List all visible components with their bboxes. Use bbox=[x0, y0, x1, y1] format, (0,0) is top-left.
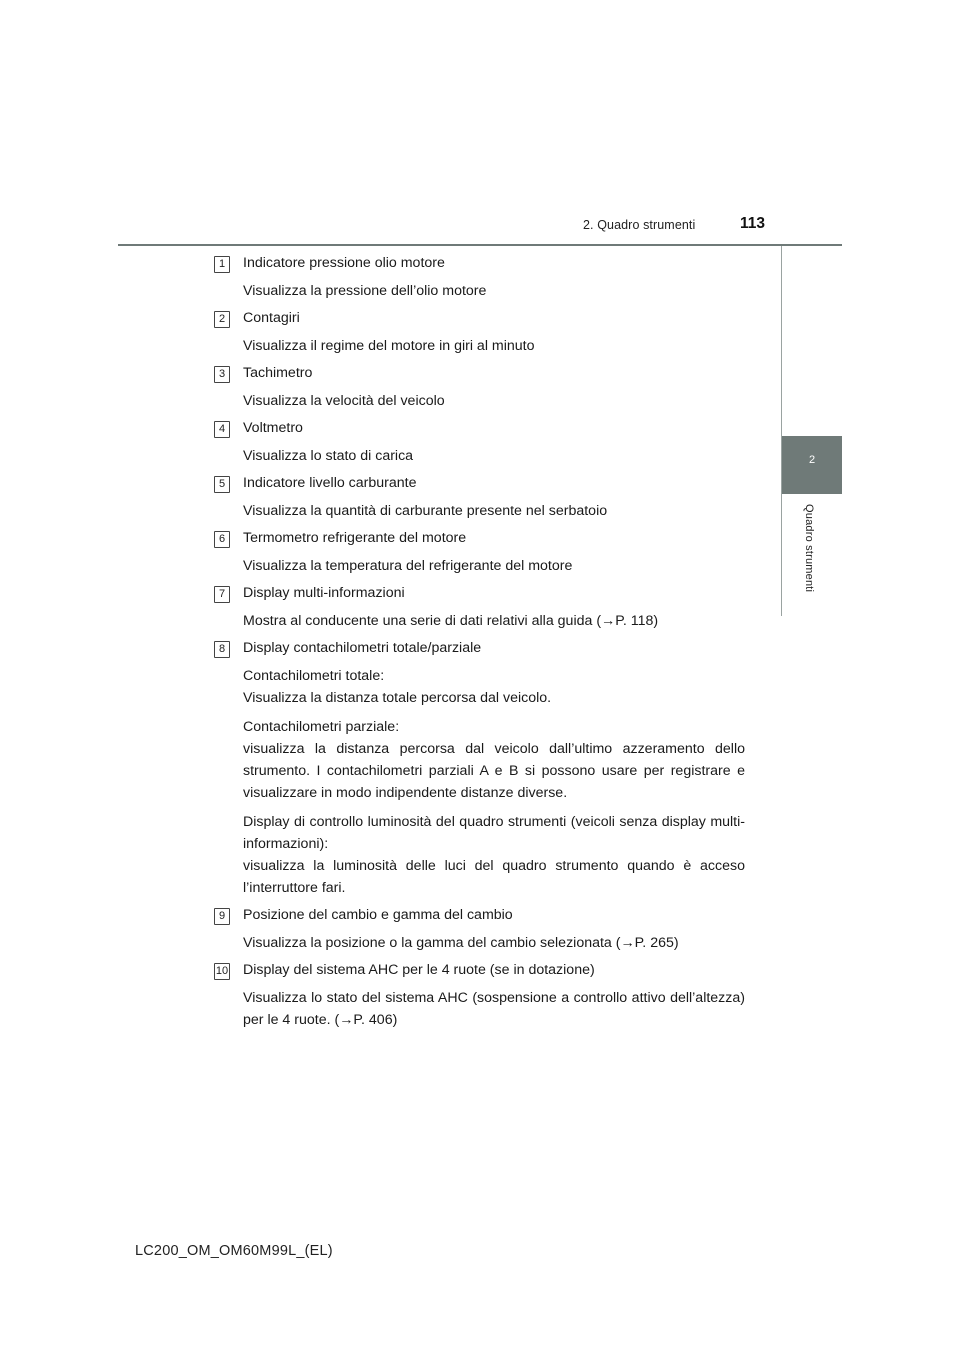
item-title: Posizione del cambio e gamma del cambio bbox=[243, 907, 513, 923]
document-code: LC200_OM_OM60M99L_(EL) bbox=[135, 1243, 333, 1259]
running-header-section: 2. Quadro strumenti bbox=[583, 218, 696, 232]
item-title: Display del sistema AHC per le 4 ruote (se in dotazione) bbox=[243, 962, 595, 978]
item-paragraph bbox=[243, 811, 745, 899]
item-number-badge: 5 bbox=[214, 476, 230, 493]
item-title: Contagiri bbox=[243, 310, 300, 326]
side-rule bbox=[781, 246, 782, 616]
item-description: Visualizza la quantità di carburante presente nel serbatoio bbox=[243, 503, 608, 519]
paragraph-heading: Contachilometri totale: bbox=[243, 668, 385, 684]
paragraph-text: visualizza la luminosità delle luci del quadro strumento quando è acceso l’interruttore fari. bbox=[243, 858, 745, 896]
item-description: Visualizza il regime del motore in giri al minuto bbox=[243, 338, 535, 354]
item-number-badge: 10 bbox=[214, 963, 230, 980]
item-description: Visualizza lo stato del sistema AHC (sospensione a controllo attivo dell’altezza) per le 4 ruote. (→P. 406) bbox=[243, 990, 745, 1028]
item-title: Display multi-informazioni bbox=[243, 585, 405, 601]
item-number-badge: 1 bbox=[214, 256, 230, 273]
chapter-tab: 2 bbox=[782, 436, 842, 494]
item-paragraph bbox=[243, 665, 745, 709]
item-description: Visualizza la temperatura del refrigerante del motore bbox=[243, 558, 573, 574]
item-description: Mostra al conducente una serie di dati relativi alla guida (→P. 118) bbox=[243, 613, 659, 629]
list-item bbox=[214, 309, 745, 357]
item-paragraph bbox=[243, 716, 745, 804]
item-number-badge: 8 bbox=[214, 641, 230, 658]
list-item bbox=[214, 906, 745, 954]
item-description: Visualizza la posizione o la gamma del cambio selezionata (→P. 265) bbox=[243, 935, 679, 951]
item-title: Display contachilometri totale/parziale bbox=[243, 640, 482, 656]
item-description: Visualizza la velocità del veicolo bbox=[243, 393, 445, 409]
list-item bbox=[214, 639, 745, 899]
item-title: Indicatore livello carburante bbox=[243, 475, 417, 491]
page-number: 113 bbox=[740, 215, 766, 232]
item-number-badge: 7 bbox=[214, 586, 230, 603]
item-number-badge: 9 bbox=[214, 908, 230, 925]
chapter-label: Quadro strumenti bbox=[803, 504, 815, 593]
item-number-badge: 2 bbox=[214, 311, 230, 328]
item-title: Voltmetro bbox=[243, 420, 303, 436]
instrument-list bbox=[214, 254, 745, 1031]
paragraph-text: Visualizza la distanza totale percorsa dal veicolo. bbox=[243, 690, 552, 706]
item-description: Visualizza lo stato di carica bbox=[243, 448, 414, 464]
item-description: Visualizza la pressione dell’olio motore bbox=[243, 283, 487, 299]
paragraph-heading: Display di controllo luminosità del quadro strumenti (veicoli senza display multi-informazioni): bbox=[243, 814, 745, 852]
header-rule bbox=[118, 244, 842, 246]
list-item bbox=[214, 254, 745, 302]
item-title: Termometro refrigerante del motore bbox=[243, 530, 467, 546]
list-item bbox=[214, 474, 745, 522]
item-title: Indicatore pressione olio motore bbox=[243, 255, 445, 271]
list-item bbox=[214, 364, 745, 412]
list-item bbox=[214, 584, 745, 632]
paragraph-heading: Contachilometri parziale: bbox=[243, 719, 400, 735]
item-number-badge: 6 bbox=[214, 531, 230, 548]
item-number-badge: 3 bbox=[214, 366, 230, 383]
item-title: Tachimetro bbox=[243, 365, 313, 381]
paragraph-text: visualizza la distanza percorsa dal veicolo dall’ultimo azzeramento dello strumento. I contachilometri parziali A e B si possono usare per registrare e visualizzare in modo indipendente distanze diverse. bbox=[243, 741, 745, 801]
item-number-badge: 4 bbox=[214, 421, 230, 438]
list-item bbox=[214, 419, 745, 467]
list-item bbox=[214, 529, 745, 577]
list-item bbox=[214, 961, 745, 1031]
